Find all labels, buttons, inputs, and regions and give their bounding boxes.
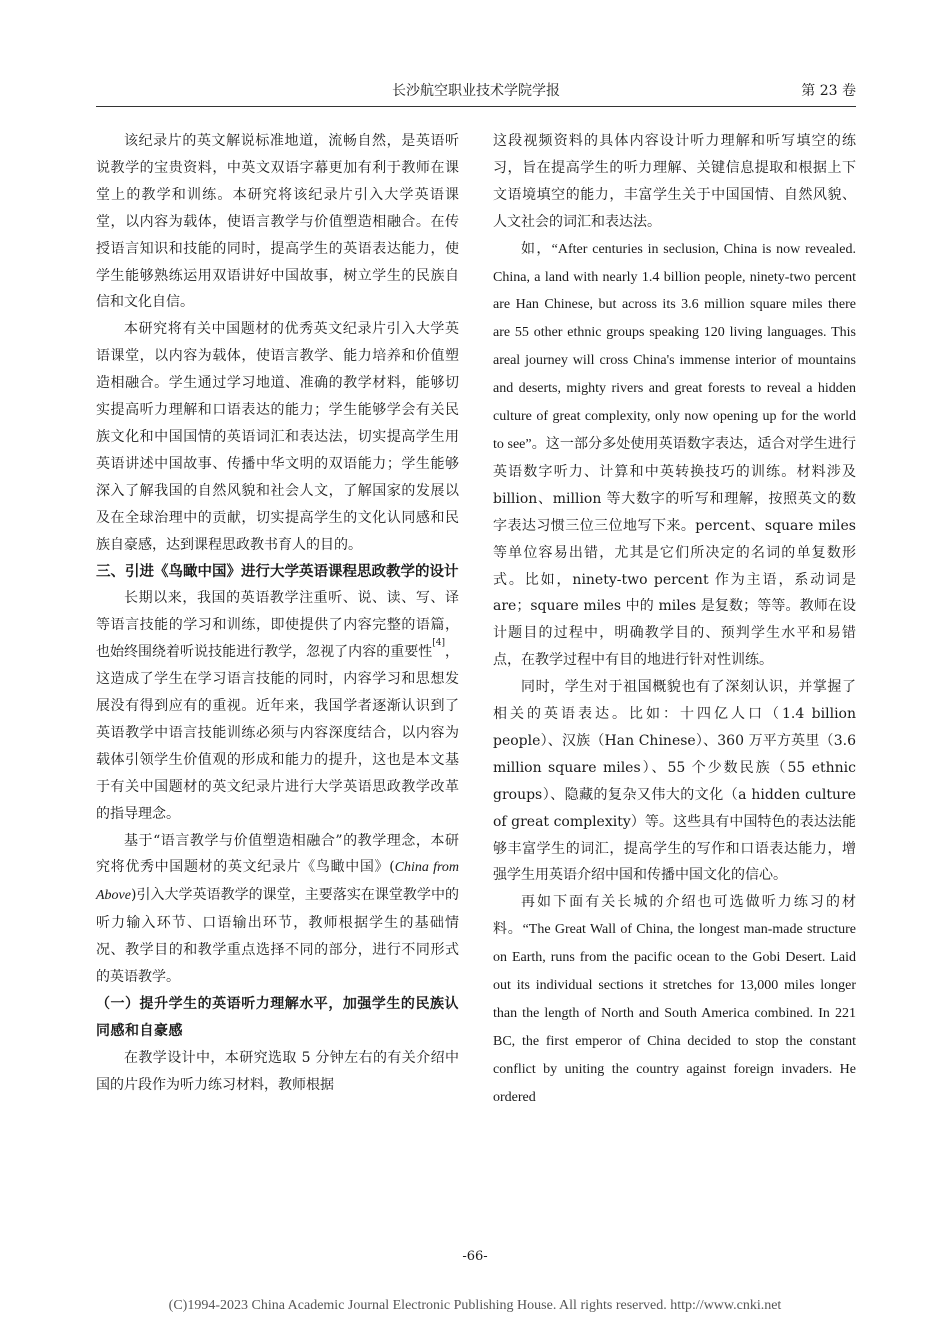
subsection-heading: （一）提升学生的英语听力理解水平，加强学生的民族认同感和自豪感 (96, 996, 459, 1039)
header-rule (96, 106, 856, 107)
film-title: China from Above (96, 860, 460, 904)
copyright-footer: (C)1994-2023 China Academic Journal Electronic Publishing House. All rights reserved. http://www.cnki.net (168, 1298, 782, 1313)
paragraph: 这段视频资料的具体内容设计听力理解和听写填空的练习，旨在提高学生的听力理解、关键信息提取和根据上下文语境填空的能力，丰富学生关于中国国情、自然风貌、人文社会的词汇和表达法。 (493, 133, 856, 230)
paragraph: 如，“After centuries in seclusion, China is now revealed. China, a land with nearly 1.4 billion people, ninety-two percent are Han Chinese, but across its 3.6 million square miles there are 55 other ethnic groups speaking 120 living languages. This areal journey will cross China's immense interior of mountains and deserts, mighty rivers and great forests to reveal a hidden culture of great complexity, only now opening up for the world to see”。这一部分多处使用英语数字表达，适合对学生进行英语数字听力、计算和中英转换技巧的训练。材料涉及 billion、million 等大数字的听写和理解，按照英文的数字表达习惯三位三位地写下来。percent、square miles 等单位容易出错，尤其是它们所决定的名词的单复数形式。比如，ninety-two percent 作为主语，系动词是 are；square miles 中的 miles 是复数；等等。教师在设计题目的过程中，明确教学目的、预判学生水平和易错点，在教学过程中有目的地进行针对性训练。 (493, 240, 857, 669)
paragraph: 长期以来，我国的英语教学注重听、说、读、写、译等语言技能的学习和训练，即使提供了内容完整的语篇，也始终围绕着听说技能进行教学，忽视了内容的重要性[4]，这造成了学生在学习语言技能的同时，内容学习和思想发展没有得到应有的重视。近年来，我国学者逐渐认识到了英语教学中语言技能训练必须与内容深度结合，以内容为载体引领学生价值观的形成和能力的提升，这也是本文基于有关中国题材的英文纪录片进行大学英语思政教学改革的指导理念。 (96, 590, 460, 822)
paragraph: 再如下面有关长城的介绍也可选做听力练习的材料。“The Great Wall of China, the longest man-made structure on Earth, runs from the pacific ocean to the Gobi Desert. Laid out its individual sections it stretches for 13,000 miles longer than the length of North and South America combined. In 221 BC, the first emperor of China decided to stop the constant conflict by uniting the country against foreign invaders. He ordered (493, 894, 856, 1105)
citation-ref[interactable]: [4] (432, 638, 445, 649)
right-column (493, 128, 856, 1112)
page-number: -66- (462, 1249, 488, 1264)
english-quote: “The Great Wall of China, the longest man-made structure on Earth, runs from the pacific ocean to the Gobi Desert. Laid out its individual sections it stretches for 13,000 miles longer than the length of North and South America combined. In 221 BC, the first emperor of China decided to stop the constant conflict by uniting the country against foreign invaders. He ordered (493, 922, 856, 1105)
paragraph: 同时，学生对于祖国概貌也有了深刻认识，并掌握了相关的英语表达。比如：十四亿人口（1.4 billion people）、汉族（Han Chinese）、360 万平方英里（3.6 million square miles）、55 个少数民族（55 ethnic groups）、隐藏的复杂又伟大的文化（a hidden culture of great complexity）等。这些具有中国特色的表达法能够丰富学生的词汇，提高学生的写作和口语表达能力，增强学生用英语介绍中国和传播中国文化的信心。 (493, 679, 856, 884)
paragraph: 本研究将有关中国题材的优秀英文纪录片引入大学英语课堂，以内容为载体，使语言教学、能力培养和价值塑造相融合。学生通过学习地道、准确的教学材料，能够切实提高听力理解和口语表达的能力；学生能够学会有关民族文化和中国国情的英语词汇和表达法，切实提高学生用英语讲述中国故事、传播中华文明的双语能力；学生能够深入了解我国的自然风貌和社会人文，了解国家的发展以及在全球治理中的贡献，切实提高学生的文化认同感和民族自豪感，达到课程思政教书育人的目的。 (96, 321, 459, 553)
journal-title: 长沙航空职业技术学院学报 (392, 83, 560, 99)
section-heading: 三、引进《鸟瞰中国》进行大学英语课程思政教学的设计 (96, 563, 459, 580)
english-quote: “After centuries in seclusion, China is now revealed. China, a land with nearly 1.4 billion people, ninety-two percent are Han Chinese, but across its 3.6 million square miles there are 55 other ethnic groups speaking 120 living languages. This areal journey will cross China's immense interior of mountains and deserts, mighty rivers and great forests to reveal a hidden culture of great complexity, only now opening up for the world to see” (493, 241, 857, 452)
paragraph: 该纪录片的英文解说标准地道，流畅自然，是英语听说教学的宝贵资料，中英文双语字幕更加有利于教师在课堂上的教学和训练。本研究将该纪录片引入大学英语课堂，以内容为载体，使语言教学与价值塑造相融合。在传授语言知识和技能的同时，提高学生的英语表达能力，使学生能够熟练运用双语讲好中国故事，树立学生的民族自信和文化自信。 (96, 133, 459, 311)
paragraph: 基于“语言教学与价值塑造相融合”的教学理念，本研究将优秀中国题材的英文纪录片《鸟瞰中国》(China from Above)引入大学英语教学的课堂，主要落实在课堂教学中的听力输入环节、口语输出环节，教师根据学生的基础情况、教学目的和教学重点选择不同的部分，进行不同形式的英语教学。 (96, 832, 460, 986)
left-column (96, 128, 459, 1099)
paragraph: 在教学设计中，本研究选取 5 分钟左右的有关介绍中国的片段作为听力练习材料，教师根据 (96, 1049, 459, 1093)
volume-label: 第 23 卷 (801, 83, 856, 99)
page-header (96, 80, 856, 104)
